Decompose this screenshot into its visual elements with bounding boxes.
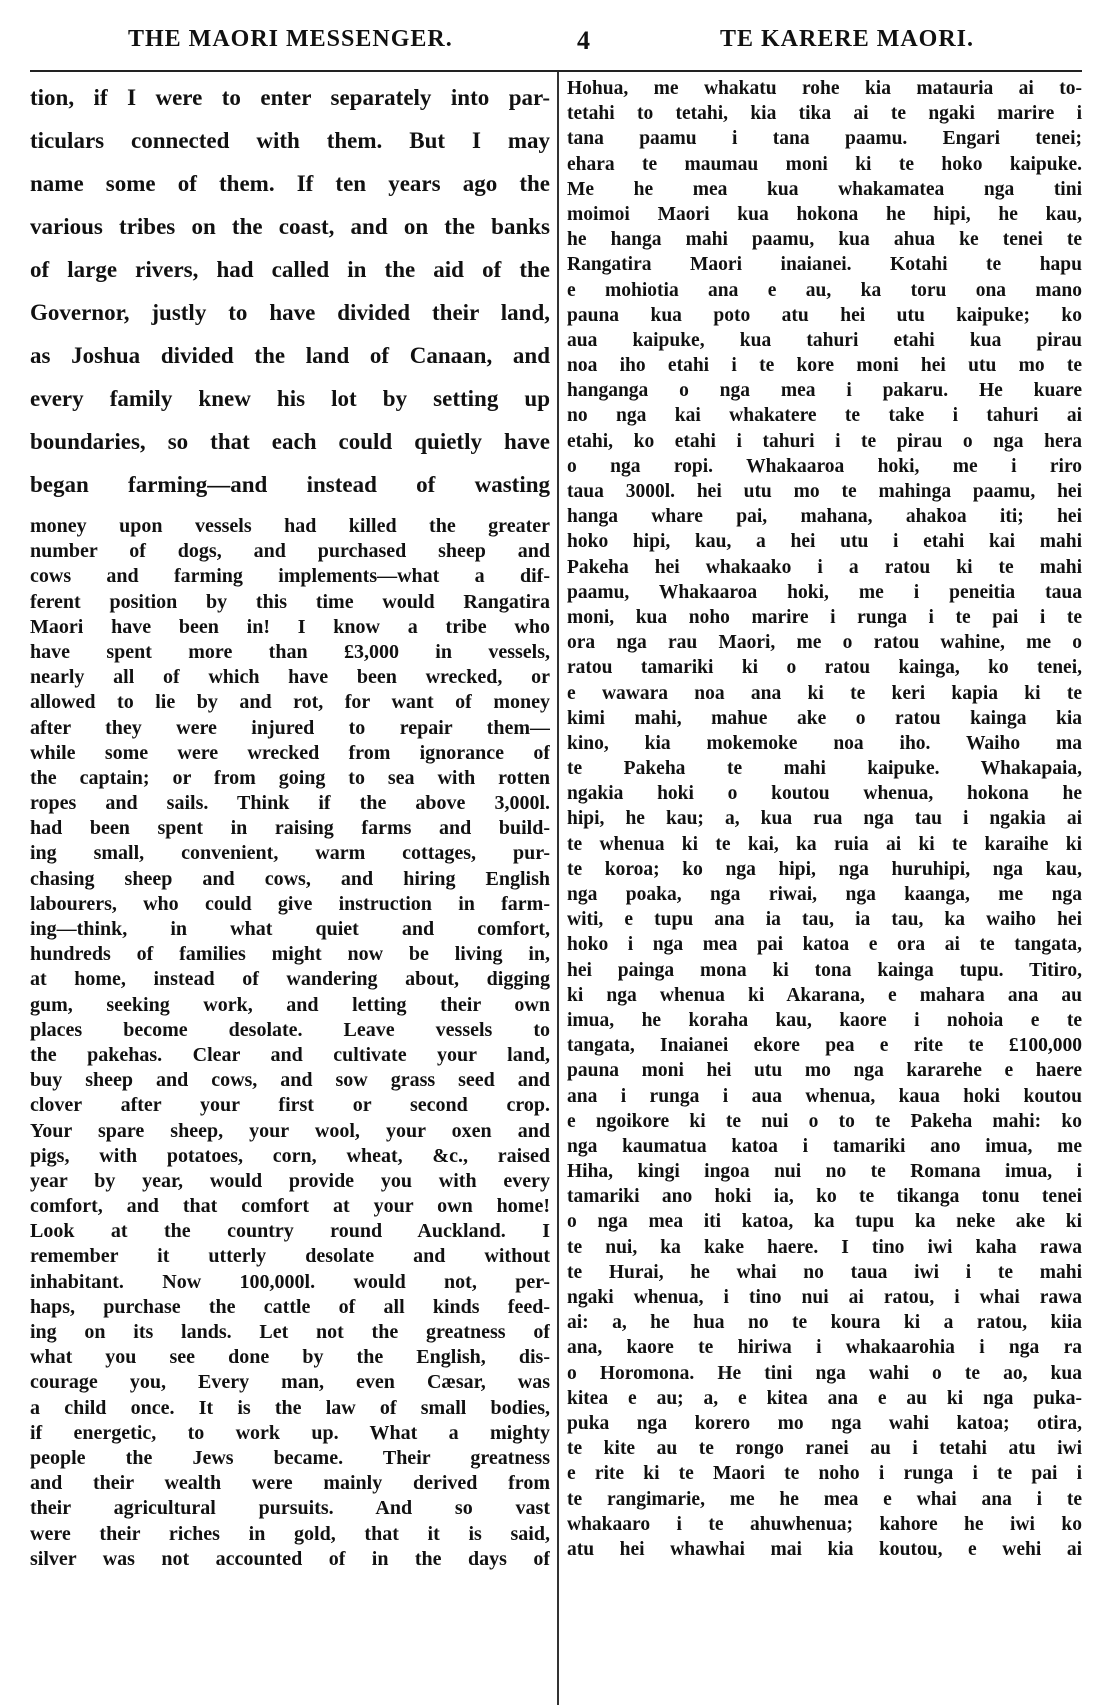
text-line: ratou tamariki ki o ratou kainga, ko tenei,: [567, 657, 1082, 679]
text-line: various tribes on the coast, and on the banks: [30, 214, 550, 239]
text-line: money upon vessels had killed the greater: [30, 515, 550, 537]
english-masthead-title: THE MAORI MESSENGER.: [128, 26, 453, 52]
maori-column: [567, 76, 1082, 1562]
text-line: were their riches in gold, that it is said,: [30, 1522, 550, 1545]
text-line: o Horomona. He tini nga wahi o te ao, kua: [567, 1362, 1082, 1384]
text-line: after they were injured to repair them—: [30, 716, 550, 739]
text-line: witi, e tupu ana ia tau, ia tau, ka waiho hei: [567, 909, 1082, 931]
text-line: Pakeha hei whakaako i a ratou ki te mahi: [567, 556, 1082, 578]
text-line: kitea e au; a, e kitea ana e au ki nga puka-: [567, 1387, 1082, 1409]
text-line: aua kaipuke, kua tahuri etahi kua pirau: [567, 329, 1082, 351]
english-text-large: [30, 76, 550, 506]
text-line: ferent position by this time would Rangatira: [30, 590, 550, 613]
text-line: te Pakeha te mahi kaipuke. Whakapaia,: [567, 758, 1082, 780]
text-line: ora nga rau Maori, me o ratou wahine, me o: [567, 632, 1082, 654]
text-line: ngaki whenua, i tino nui ai ratou, i whai rawa: [567, 1287, 1082, 1308]
text-line: whakaaro i te ahuwhenua; kahore he iwi ko: [567, 1513, 1082, 1535]
text-line: e rite ki te Maori te noho i runga i te pai i: [567, 1463, 1082, 1485]
text-line: atu hei whawhai mai kia koutou, e wehi ai: [567, 1538, 1082, 1560]
text-line: have spent more than £3,000 in vessels,: [30, 640, 550, 663]
text-line: number of dogs, and purchased sheep and: [30, 540, 550, 563]
text-line: te Hurai, he whai no taua iwi i te mahi: [567, 1261, 1082, 1283]
text-line: name some of them. If ten years ago the: [30, 171, 550, 196]
maori-masthead-title: TE KARERE MAORI.: [720, 26, 975, 52]
text-line: paamu, Whakaaroa hoki, me i peneitia taua: [567, 581, 1082, 603]
text-line: courage you, Every man, even Cæsar, was: [30, 1371, 550, 1394]
text-line: Maori have been in! I know a tribe who: [30, 615, 550, 638]
english-text-small: [30, 514, 550, 1572]
text-line: what you see done by the English, dis-: [30, 1346, 550, 1369]
text-line: places become desolate. Leave vessels to: [30, 1018, 550, 1041]
text-line: as Joshua divided the land of Canaan, and: [30, 343, 550, 368]
text-line: Me he mea kua whakamatea nga tini: [567, 178, 1082, 200]
text-line: ing small, convenient, warm cottages, pur-: [30, 842, 550, 865]
text-line: o nga ropi. Whakaaroa hoki, me i riro: [567, 455, 1082, 477]
text-line: pigs, with potatoes, corn, wheat, &c., raised: [30, 1144, 550, 1167]
text-line: hundreds of families might now be living in,: [30, 943, 550, 966]
text-line: began farming—and instead of wasting: [30, 472, 550, 497]
text-line: taua 3000l. hei utu mo te mahinga paamu, hei: [567, 481, 1082, 502]
text-line: comfort, and that comfort at your own home!: [30, 1195, 550, 1218]
text-line: their agricultural pursuits. And so vast: [30, 1497, 550, 1520]
text-line: cows and farming implements—what a dif-: [30, 565, 550, 588]
text-line: o nga mea iti katoa, ka tupu ka neke ake ki: [567, 1211, 1082, 1233]
text-line: at home, instead of wandering about, digging: [30, 968, 550, 991]
text-line: te whenua ki te kai, ka ruia ai ki te karaihe ki: [567, 833, 1082, 855]
text-line: gum, seeking work, and letting their own: [30, 993, 550, 1016]
text-line: hei painga mona ki tona kainga tupu. Titiro,: [567, 959, 1082, 981]
text-line: Governor, justly to have divided their land,: [30, 300, 550, 325]
text-line: kino, kia mokemoke noa iho. Waiho ma: [567, 732, 1082, 754]
text-line: Hohua, me whakatu rohe kia matauria ai to-: [567, 78, 1082, 99]
text-line: tetahi to tetahi, kia tika ai te ngaki marire i: [567, 103, 1082, 125]
text-line: allowed to lie by and rot, for want of money: [30, 691, 550, 714]
text-line: clover after your first or second crop.: [30, 1094, 550, 1117]
text-line: ing—think, in what quiet and comfort,: [30, 918, 550, 940]
text-line: Rangatira Maori inaianei. Kotahi te hapu: [567, 254, 1082, 276]
text-line: the captain; or from going to sea with rotten: [30, 766, 550, 789]
text-line: inhabitant. Now 100,000l. would not, per-: [30, 1270, 550, 1293]
text-line: nga kaumatua katoa i tamariki ano imua, me: [567, 1135, 1082, 1157]
text-line: ngakia hoki o koutou whenua, hokona he: [567, 783, 1082, 805]
text-line: e ngoikore ki te nui o to te Pakeha mahi: ko: [567, 1110, 1082, 1132]
text-line: te kite au te rongo ranei au i tetahi atu iwi: [567, 1438, 1082, 1460]
text-line: te koroa; ko nga hipi, nga huruhipi, nga kau,: [567, 858, 1082, 880]
text-line: e wawara noa ana ki te keri kapia ki te: [567, 682, 1082, 704]
text-line: of large rivers, had called in the aid of the: [30, 257, 550, 282]
text-line: pauna moni hei utu mo nga kararehe e haere: [567, 1060, 1082, 1082]
text-line: hoko i nga mea pai katoa e ora ai te tangata,: [567, 934, 1082, 956]
text-line: kimi mahi, mahue ake o ratou kainga kia: [567, 707, 1082, 729]
text-line: boundaries, so that each could quietly have: [30, 429, 550, 454]
text-line: noa iho etahi i te kore moni hei utu mo te: [567, 355, 1082, 377]
text-line: while some were wrecked from ignorance of: [30, 741, 550, 764]
text-line: the pakehas. Clear and cultivate your land,: [30, 1043, 550, 1066]
text-line: hanganga o nga mea i pakaru. He kuare: [567, 380, 1082, 402]
text-line: chasing sheep and cows, and hiring English: [30, 867, 550, 890]
text-line: ai: a, he hua no te koura ki a ratou, kiia: [567, 1312, 1082, 1334]
text-line: nearly all of which have been wrecked, or: [30, 666, 550, 689]
text-line: ropes and sails. Think if the above 3,000l.: [30, 792, 550, 815]
text-line: no nga kai whakatere te take i tahuri ai: [567, 405, 1082, 427]
column-divider: [557, 72, 559, 1705]
text-line: haps, purchase the cattle of all kinds feed-: [30, 1295, 550, 1318]
text-line: e mohiotia ana e au, ka toru ona mano: [567, 279, 1082, 301]
text-line: if energetic, to work up. What a mighty: [30, 1421, 550, 1444]
text-line: people the Jews became. Their greatness: [30, 1446, 550, 1469]
text-line: imua, he koraha kau, kaore i nohoia e te: [567, 1009, 1082, 1031]
text-line: and their wealth were mainly derived from: [30, 1472, 550, 1495]
text-line: moimoi Maori kua hokona he hipi, he kau,: [567, 203, 1082, 225]
text-line: every family knew his lot by setting up: [30, 386, 550, 411]
text-line: Look at the country round Auckland. I: [30, 1220, 550, 1243]
text-line: hoko hipi, kau, a hei utu i etahi kai mahi: [567, 531, 1082, 553]
text-line: he hanga mahi paamu, kua ahua ke tenei te: [567, 229, 1082, 251]
text-line: hipi, he kau; a, kua rua nga tau i ngakia ai: [567, 808, 1082, 830]
text-line: ana, kaore te hiriwa i whakaarohia i nga ra: [567, 1337, 1082, 1359]
text-line: ticulars connected with them. But I may: [30, 128, 550, 153]
text-line: tion, if I were to enter separately into par-: [30, 85, 550, 110]
text-line: a child once. It is the law of small bodies,: [30, 1396, 550, 1419]
text-line: labourers, who could give instruction in farm-: [30, 892, 550, 915]
text-line: te nui, ka kake haere. I tino iwi kaha rawa: [567, 1236, 1082, 1258]
text-line: ehara te maumau moni ki te hoko kaipuke.: [567, 153, 1082, 175]
text-line: te rangimarie, me he mea e whai ana i te: [567, 1488, 1082, 1510]
header-rule: [30, 70, 1082, 72]
english-column: [30, 76, 550, 1572]
text-line: hanga whare pai, mahana, ahakoa iti; hei: [567, 506, 1082, 528]
text-line: remember it utterly desolate and without: [30, 1245, 550, 1268]
text-line: tamariki ano hoki ia, ko te tikanga tonu tenei: [567, 1186, 1082, 1208]
type-size-gap: [30, 506, 550, 514]
text-line: pauna kua poto atu hei utu kaipuke; ko: [567, 304, 1082, 326]
page-number: 4: [577, 26, 591, 55]
text-line: ki nga whenua ki Akarana, e mahara ana au: [567, 984, 1082, 1006]
text-line: Your spare sheep, your wool, your oxen and: [30, 1119, 550, 1142]
text-line: nga poaka, nga riwai, nga kaanga, me nga: [567, 884, 1082, 905]
text-line: ana i runga i aua whenua, kaua hoki koutou: [567, 1085, 1082, 1107]
page-header: [0, 26, 1114, 66]
text-line: ing on its lands. Let not the greatness of: [30, 1321, 550, 1343]
text-line: Hiha, kingi ingoa nui no te Romana imua, i: [567, 1161, 1082, 1183]
text-line: buy sheep and cows, and sow grass seed and: [30, 1069, 550, 1092]
text-line: silver was not accounted of in the days of: [30, 1547, 550, 1570]
text-line: moni, kua noho marire i runga i te pai i te: [567, 606, 1082, 628]
text-line: etahi, ko etahi i tahuri i te pirau o nga hera: [567, 430, 1082, 452]
text-line: tangata, Inaianei ekore pea e rite te £100,000: [567, 1035, 1082, 1057]
text-line: tana paamu i tana paamu. Engari tenei;: [567, 128, 1082, 150]
text-line: puka nga korero mo nga wahi katoa; otira,: [567, 1412, 1082, 1434]
text-line: year by year, would provide you with every: [30, 1169, 550, 1192]
text-line: had been spent in raising farms and build-: [30, 817, 550, 840]
